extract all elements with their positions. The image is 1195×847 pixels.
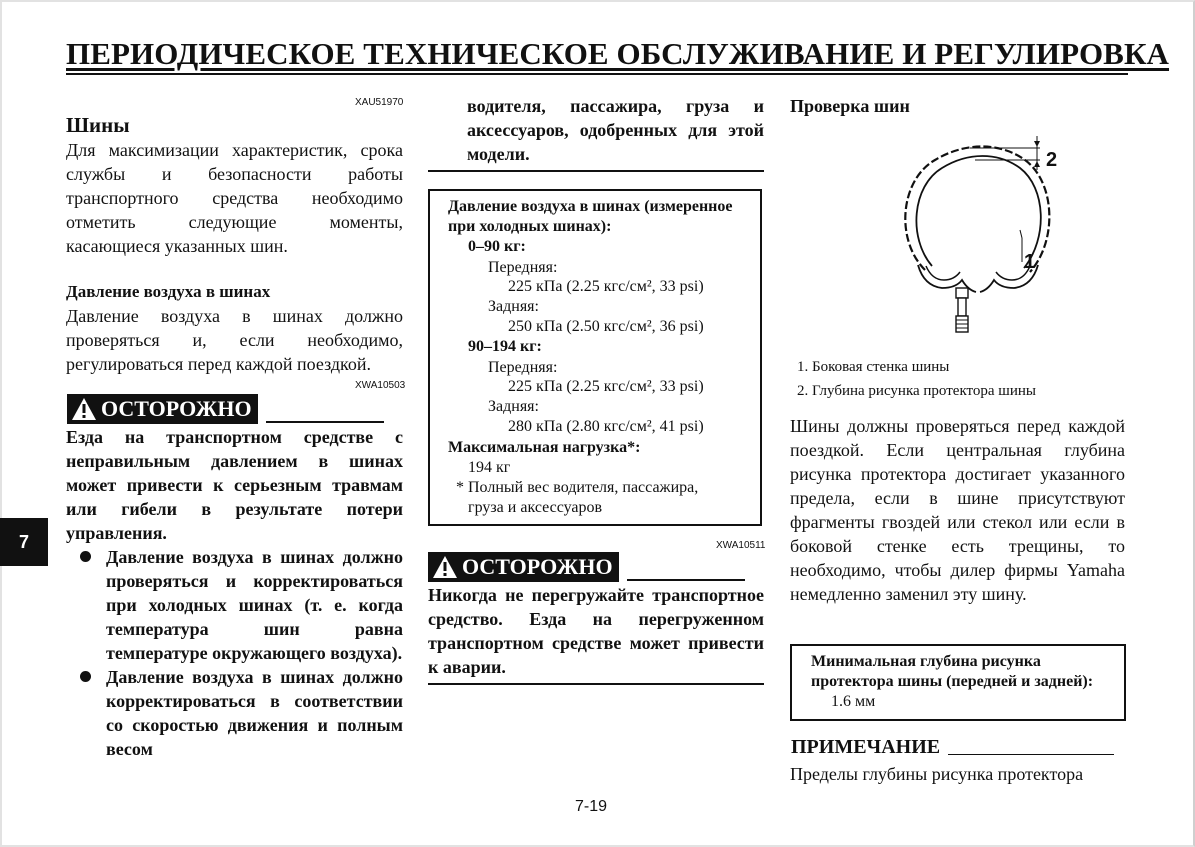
chapter-tab: 7: [0, 518, 48, 566]
figure-caption: 1. Боковая стенка шины: [797, 359, 950, 375]
spec-front-value: 225 кПа (2.25 кгс/см², 33 psi): [508, 378, 704, 395]
continued-text: водителя, пассажира, груза и аксессуаров, одобренных для этой модели.: [467, 96, 764, 164]
spec-rear-value: 250 кПа (2.50 кгс/см², 36 psi): [508, 318, 704, 335]
warning-triangle-icon: [432, 555, 458, 579]
tread-depth-title: Минимальная глубина рисунка протектора шины (передней и задней):: [811, 653, 1094, 690]
note-header: [791, 736, 1114, 759]
section-rule: [428, 170, 764, 172]
spec-range-2: 90–194 кг:: [468, 338, 542, 355]
bullet-list: [66, 545, 403, 761]
warning-badge: [67, 394, 258, 424]
figure-label: 1: [1024, 251, 1036, 273]
list-item: [66, 545, 403, 665]
spec-rear-label: Задняя:: [488, 398, 539, 415]
warning-text: Езда на транспортном средстве с неправильным давлением в шинах может привести к серьезным травмам или гибели в результате потери управления.: [66, 427, 403, 543]
bullet-text: Давление воздуха в шинах должно проверяться и корректироваться при холодных шинах (т. е. когда температура шин равна температуре окружающего воздуха).: [106, 547, 403, 663]
warning-label: ОСТОРОЖНО: [101, 396, 252, 421]
doc-code: XWA10511: [716, 540, 766, 551]
bullet-text: Давление воздуха в шинах должно корректироваться в соответствии со скоростью движения и полным весом: [106, 667, 403, 759]
section-rule: [428, 683, 764, 685]
figure-caption: 2. Глубина рисунка протектора шины: [797, 383, 1036, 399]
bullet-icon: [80, 671, 91, 682]
note-label: ПРИМЕЧАНИЕ: [791, 736, 941, 758]
doc-code: XWA10503: [355, 380, 406, 391]
left-column: [66, 112, 403, 376]
right-heading: Проверка шин: [790, 96, 910, 116]
note-text: Пределы глубины рисунка протектора: [790, 764, 1084, 784]
page-number: 7-19: [575, 798, 608, 815]
tread-depth-value: 1.6 мм: [831, 693, 876, 710]
bullet-icon: [80, 551, 91, 562]
spec-title: Давление воздуха в шинах (измеренное при холодных шинах):: [448, 198, 733, 235]
figure-label: 2: [1046, 149, 1058, 171]
pressure-paragraph: Давление воздуха в шинах должно проверяться и, если необходимо, регулироваться перед каждой поездкой.: [66, 306, 403, 374]
spec-rear-value: 280 кПа (2.80 кгс/см², 41 psi): [508, 418, 704, 435]
warning-header: [67, 394, 384, 424]
note-rule: [948, 754, 1114, 756]
pressure-spec-box: [428, 189, 762, 526]
list-item: [66, 665, 403, 761]
doc-code: XAU51970: [355, 97, 404, 108]
warning-header: [428, 552, 745, 582]
inspection-paragraph: Шины должны проверяться перед каждой поездкой. Если центральная глубина рисунка протектора достигает указанного предела, если в шине присутствуют фрагменты гвоздей или стекол или если в боковой стенке есть трещины, то необходимо, чтобы дилер фирмы Yamaha немедленно заменил эту шину.: [790, 416, 1125, 604]
warning-label: ОСТОРОЖНО: [462, 554, 613, 579]
page-title: ПЕРИОДИЧЕСКОЕ ТЕХНИЧЕСКОЕ ОБСЛУЖИВАНИЕ И РЕГУЛИРОВКА: [66, 36, 1170, 71]
left-warning: [66, 425, 403, 761]
spec-range-1: 0–90 кг:: [468, 238, 526, 255]
spec-front-value: 225 кПа (2.25 кгс/см², 33 psi): [508, 278, 704, 295]
warning-rule: [627, 579, 745, 581]
warning-badge: [428, 552, 619, 582]
spec-front-label: Передняя:: [488, 259, 558, 276]
tread-depth-box: [790, 644, 1126, 721]
pressure-heading: Давление воздуха в шинах: [66, 282, 271, 301]
warning-text: Никогда не перегружайте транспортное средство. Езда на перегруженном транспортном средстве может привести к аварии.: [428, 585, 764, 677]
warning-rule: [266, 421, 384, 423]
intro-paragraph: Для максимизации характеристик, срока службы и безопасности работы транспортного средства необходимо отметить следующие моменты, касающиеся указанных шин.: [66, 140, 403, 256]
spec-rear-label: Задняя:: [488, 298, 539, 315]
section-heading: Шины: [66, 113, 130, 137]
spec-max-load-value: 194 кг: [468, 459, 511, 476]
spec-max-load-label: Максимальная нагрузка*:: [448, 439, 641, 456]
warning-triangle-icon: [71, 397, 97, 421]
title-rule: [66, 73, 1128, 75]
spec-footnote: Полный вес водителя, пассажира, груза и аксессуаров: [468, 479, 699, 516]
spec-front-label: Передняя:: [488, 359, 558, 376]
footnote-mark: *: [456, 479, 464, 496]
